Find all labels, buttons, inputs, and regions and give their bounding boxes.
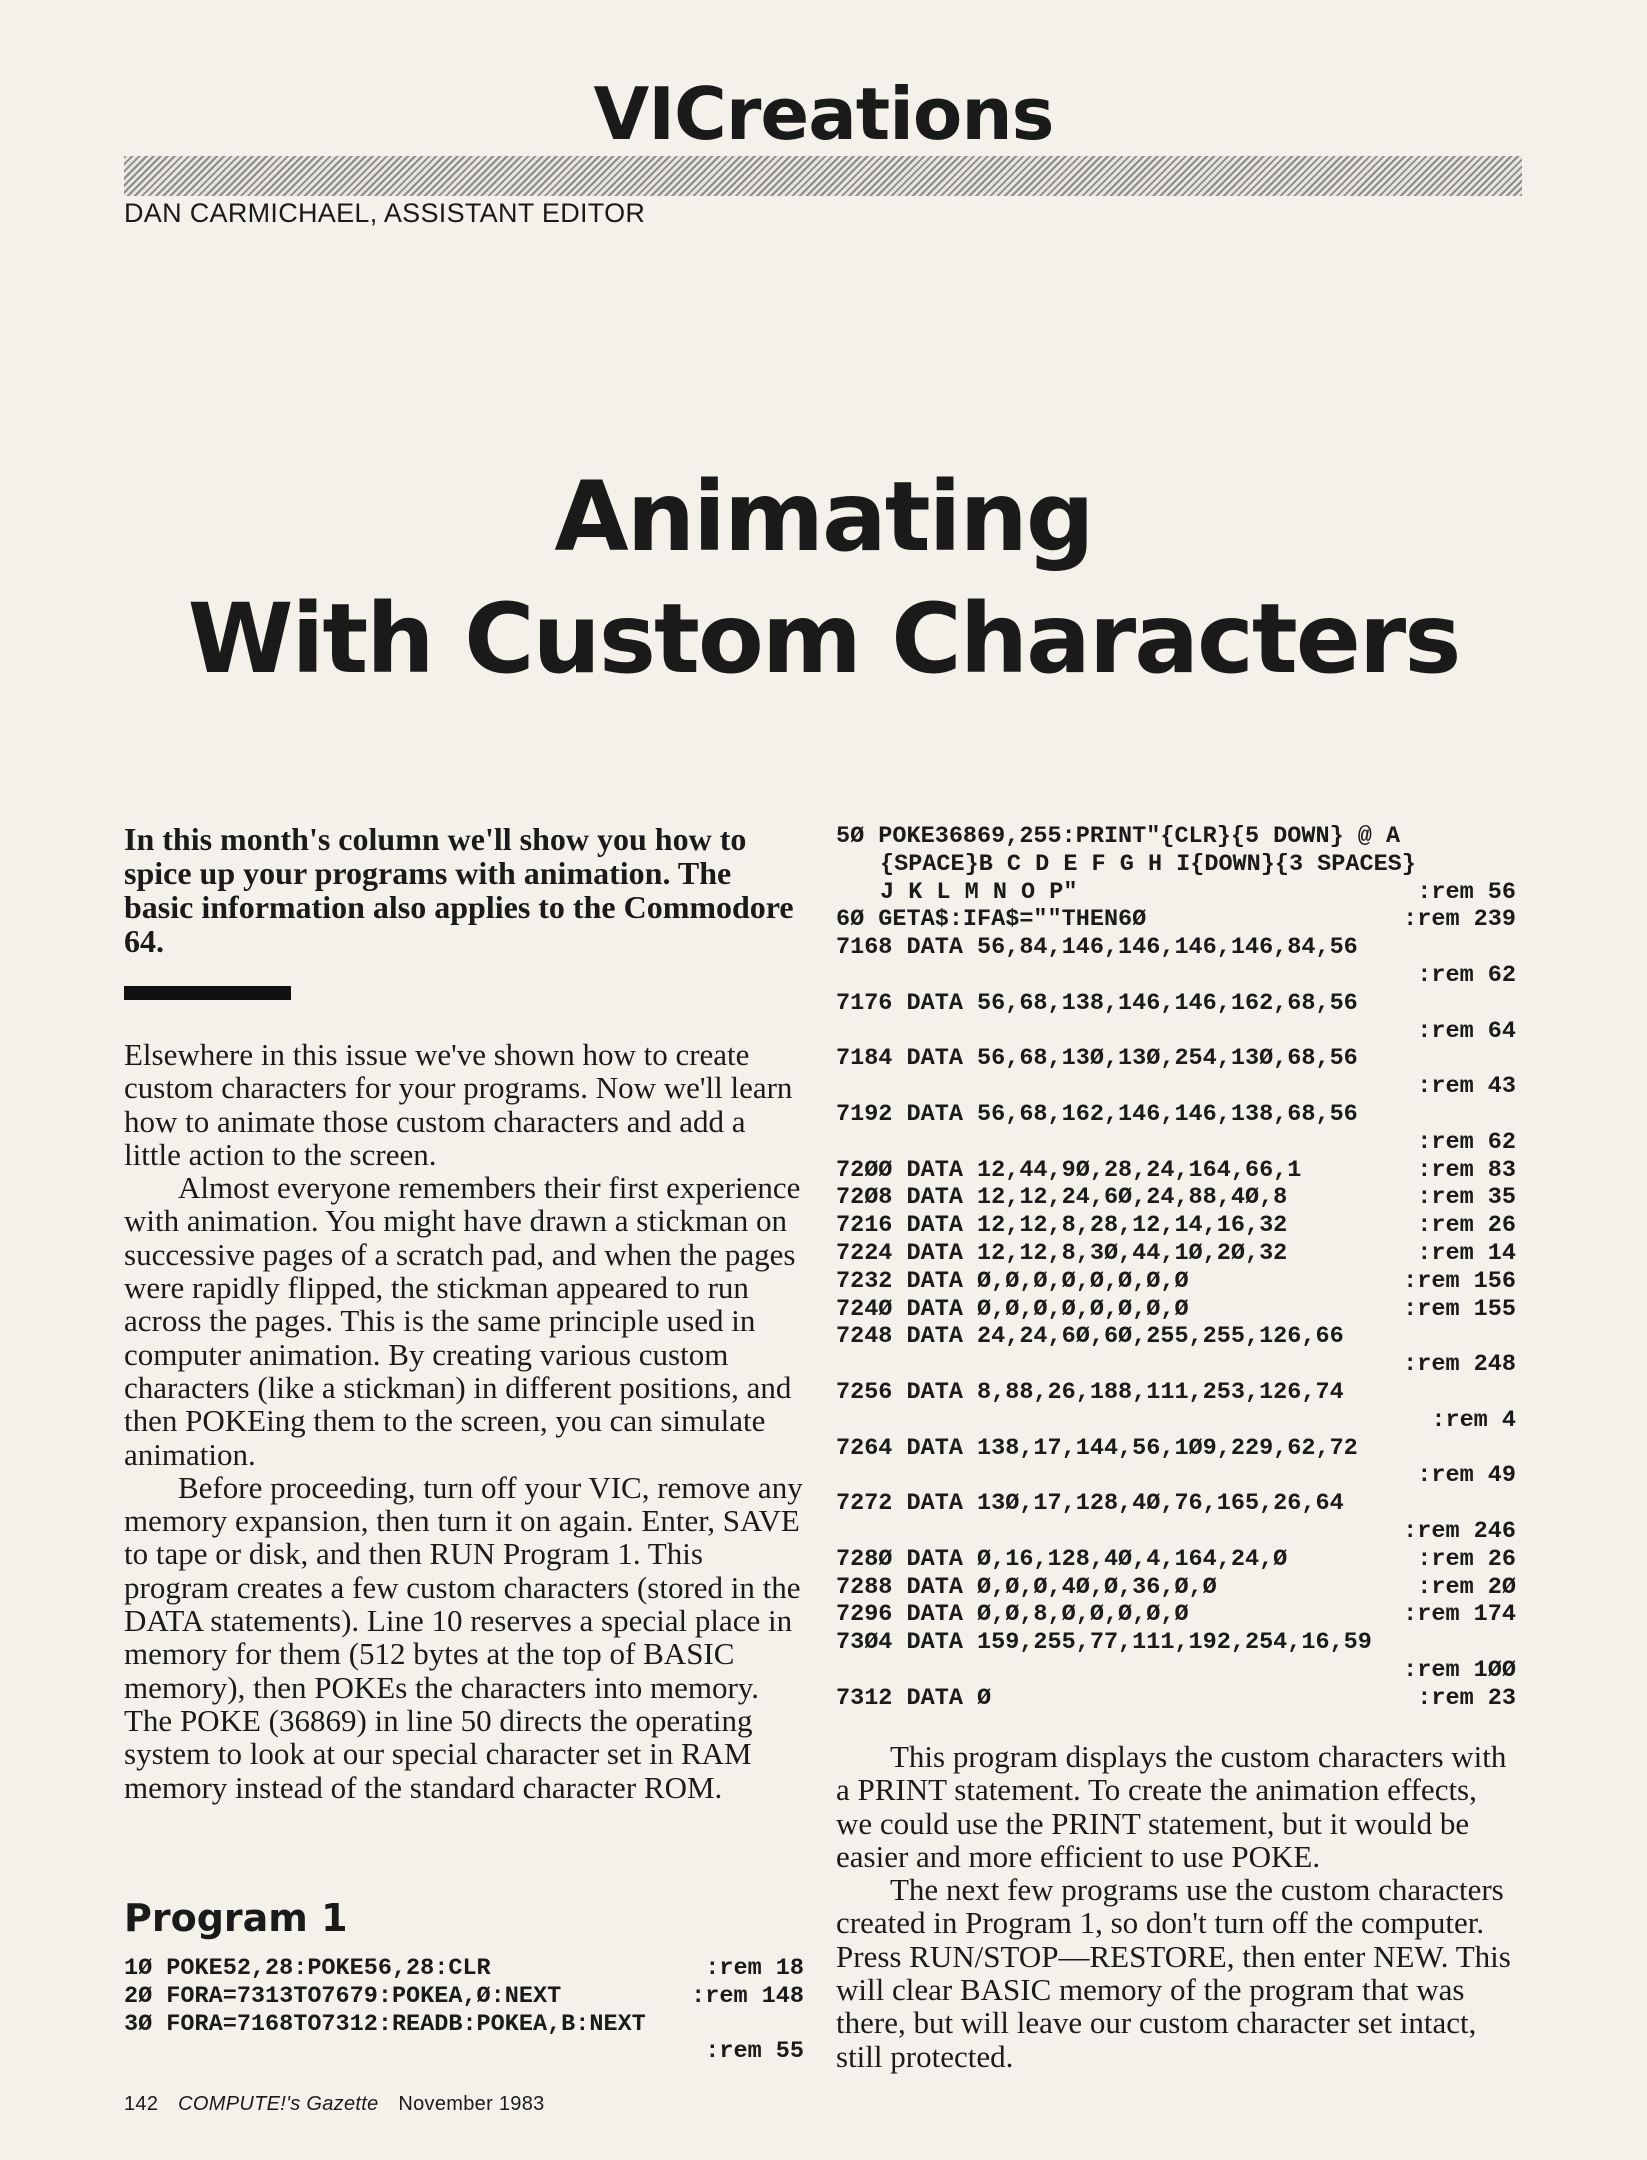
rem-checksum: :rem 26	[1417, 1545, 1516, 1573]
rem-checksum: :rem 26	[1417, 1212, 1516, 1240]
code-line	[836, 934, 1516, 962]
rem-checksum: :rem 148	[691, 1982, 804, 2010]
code-line	[836, 962, 1516, 990]
code-line	[836, 1351, 1516, 1379]
code-line	[836, 1518, 1516, 1546]
paragraph: Elsewhere in this issue we've shown how to create custom characters for your programs. Now we'll learn how to animate those custom characters and add a little action to the screen.	[124, 1037, 793, 1172]
code-text: {SPACE}B C D E F G H I{DOWN}{3 SPACES}	[880, 850, 1416, 878]
code-text: 7184 DATA 56,68,13Ø,13Ø,254,13Ø,68,56	[836, 1045, 1358, 1073]
rem-checksum: :rem 62	[1417, 1128, 1516, 1156]
code-line	[836, 906, 1516, 934]
column-title: VICreations	[593, 72, 1054, 156]
code-line	[836, 1323, 1516, 1351]
code-line	[836, 1629, 1516, 1657]
rem-checksum: :rem 55	[705, 2038, 804, 2066]
program-heading: Program 1	[124, 1896, 348, 1940]
code-line	[124, 1983, 804, 2011]
deck-divider	[124, 986, 291, 1000]
code-line	[836, 1296, 1516, 1324]
code-line	[836, 1129, 1516, 1157]
code-line	[124, 2038, 804, 2066]
code-line	[836, 1240, 1516, 1268]
code-line	[836, 1490, 1516, 1518]
code-text: 3Ø FORA=7168TO7312:READB:POKEA,B:NEXT	[124, 2010, 646, 2038]
rem-checksum: :rem 239	[1403, 906, 1516, 934]
code-text: 7288 DATA Ø,Ø,Ø,4Ø,Ø,36,Ø,Ø	[836, 1573, 1217, 1601]
code-line	[836, 1268, 1516, 1296]
code-text: 72Ø8 DATA 12,12,24,6Ø,24,88,4Ø,8	[836, 1184, 1288, 1212]
code-text: 73Ø4 DATA 159,255,77,111,192,254,16,59	[836, 1629, 1372, 1657]
code-text: 6Ø GETA$:IFA$=""THEN6Ø	[836, 906, 1147, 934]
code-line	[124, 1955, 804, 1983]
rem-checksum: :rem 4	[1431, 1406, 1516, 1434]
article-headline	[0, 456, 1647, 700]
headline-line-1: Animating	[554, 461, 1093, 573]
code-text: 7224 DATA 12,12,8,3Ø,44,1Ø,2Ø,32	[836, 1239, 1288, 1267]
magazine-name: COMPUTE!'s Gazette	[178, 2093, 379, 2115]
code-line	[836, 990, 1516, 1018]
code-line	[836, 1657, 1516, 1685]
rem-checksum: :rem 18	[705, 1955, 804, 1982]
code-text: 7192 DATA 56,68,162,146,146,138,68,56	[836, 1100, 1358, 1128]
code-line	[836, 1407, 1516, 1435]
code-text: 7264 DATA 138,17,144,56,1Ø9,229,62,72	[836, 1434, 1358, 1462]
program-listing-left	[124, 1955, 804, 2066]
page-number: 142	[124, 2093, 159, 2115]
rem-checksum: :rem 49	[1417, 1462, 1516, 1490]
code-text: 7216 DATA 12,12,8,28,12,14,16,32	[836, 1212, 1288, 1240]
rem-checksum: :rem 56	[1417, 878, 1516, 906]
code-text: 7176 DATA 56,68,138,146,146,162,68,56	[836, 989, 1358, 1017]
paragraph: Before proceeding, turn off your VIC, remove any memory expansion, then turn it on again. Enter, SAVE to tape or disk, and then RUN Program 1. This program creates a few custom characters (stored in the DATA statements). Line 10 reserves a special place in memory for them (512 bytes at the top of BASIC memory), then POKEs the characters into memory. The POKE (36869) in line 50 directs the operating system to look at our special character set in RAM memory instead of the standard character ROM.	[124, 1469, 803, 1805]
code-line	[124, 2011, 804, 2039]
rem-checksum: :rem 2Ø	[1417, 1573, 1516, 1601]
paragraph: This program displays the custom characters with a PRINT statement. To create the animation effects, we could use the PRINT statement, but it would be easier and more efficient to use POKE.	[836, 1739, 1507, 1874]
hatched-rule	[124, 156, 1522, 196]
code-text: 7312 DATA Ø	[836, 1684, 992, 1712]
code-line	[836, 1685, 1516, 1713]
code-line	[836, 1073, 1516, 1101]
code-line	[836, 823, 1516, 851]
code-text: 1Ø POKE52,28:POKE56,28:CLR	[124, 1955, 491, 1982]
rem-checksum: :rem 35	[1417, 1184, 1516, 1212]
code-line	[836, 851, 1516, 879]
rem-checksum: :rem 43	[1417, 1073, 1516, 1101]
code-text: 7248 DATA 24,24,6Ø,6Ø,255,255,126,66	[836, 1323, 1344, 1351]
code-line	[836, 1018, 1516, 1046]
headline-line-2: With Custom Characters	[187, 583, 1460, 695]
code-text: 724Ø DATA Ø,Ø,Ø,Ø,Ø,Ø,Ø,Ø	[836, 1295, 1189, 1323]
rem-checksum: :rem 156	[1403, 1267, 1516, 1295]
rem-checksum: :rem 246	[1403, 1517, 1516, 1545]
code-text: J K L M N O P"	[880, 878, 1078, 906]
paragraph: The next few programs use the custom characters created in Program 1, so don't turn off the computer. Press RUN/STOP—RESTORE, then enter NEW. This will clear BASIC memory of the program that was there, but will leave our custom character set intact, still protected.	[836, 1872, 1511, 2074]
byline: DAN CARMICHAEL, ASSISTANT EDITOR	[124, 198, 646, 228]
rem-checksum: :rem 62	[1417, 961, 1516, 989]
rem-checksum: :rem 1ØØ	[1403, 1656, 1516, 1684]
code-text: 5Ø POKE36869,255:PRINT"{CLR}{5 DOWN} @ A	[836, 823, 1401, 850]
rem-checksum: :rem 155	[1403, 1295, 1516, 1323]
left-column-body	[124, 1038, 808, 1804]
article-deck: In this month's column we'll show you how to spice up your programs with animation. The basic information also applies to the Commodore 64.	[124, 821, 794, 959]
code-text: 7256 DATA 8,88,26,188,111,253,126,74	[836, 1378, 1344, 1406]
right-column-body	[836, 1740, 1516, 2073]
code-line	[836, 1101, 1516, 1129]
code-line	[836, 1212, 1516, 1240]
page-footer	[124, 2093, 545, 2116]
program-listing-right	[836, 823, 1516, 1713]
rem-checksum: :rem 83	[1417, 1156, 1516, 1184]
code-line	[836, 1184, 1516, 1212]
rem-checksum: :rem 174	[1403, 1601, 1516, 1629]
paragraph: Almost everyone remembers their first experience with animation. You might have drawn a stickman on successive pages of a scratch pad, and when the pages were rapidly flipped, the stickman appeared to run across the pages. This is the same principle used in computer animation. By creating various custom characters (like a stickman) in different positions, and then POKEing them to the screen, you can simulate animation.	[124, 1170, 801, 1472]
rem-checksum: :rem 64	[1417, 1017, 1516, 1045]
code-text: 7272 DATA 13Ø,17,128,4Ø,76,165,26,64	[836, 1490, 1344, 1518]
code-text: 72ØØ DATA 12,44,9Ø,28,24,164,66,1	[836, 1156, 1302, 1184]
code-text: 7296 DATA Ø,Ø,8,Ø,Ø,Ø,Ø,Ø	[836, 1601, 1189, 1629]
code-text: 728Ø DATA Ø,16,128,4Ø,4,164,24,Ø	[836, 1545, 1288, 1573]
code-line	[836, 1045, 1516, 1073]
rem-checksum: :rem 23	[1417, 1684, 1516, 1712]
code-line	[836, 1574, 1516, 1602]
code-line	[836, 1601, 1516, 1629]
code-line	[836, 1379, 1516, 1407]
issue-date: November 1983	[398, 2093, 545, 2115]
code-text: 2Ø FORA=7313TO7679:POKEA,Ø:NEXT	[124, 1982, 562, 2010]
rem-checksum: :rem 248	[1403, 1351, 1516, 1379]
code-text: 7168 DATA 56,84,146,146,146,146,84,56	[836, 934, 1358, 962]
code-line	[836, 1546, 1516, 1574]
rem-checksum: :rem 14	[1417, 1239, 1516, 1267]
code-line	[836, 1157, 1516, 1185]
code-line	[836, 1462, 1516, 1490]
code-line	[836, 1435, 1516, 1463]
code-line	[836, 879, 1516, 907]
code-text: 7232 DATA Ø,Ø,Ø,Ø,Ø,Ø,Ø,Ø	[836, 1267, 1189, 1295]
